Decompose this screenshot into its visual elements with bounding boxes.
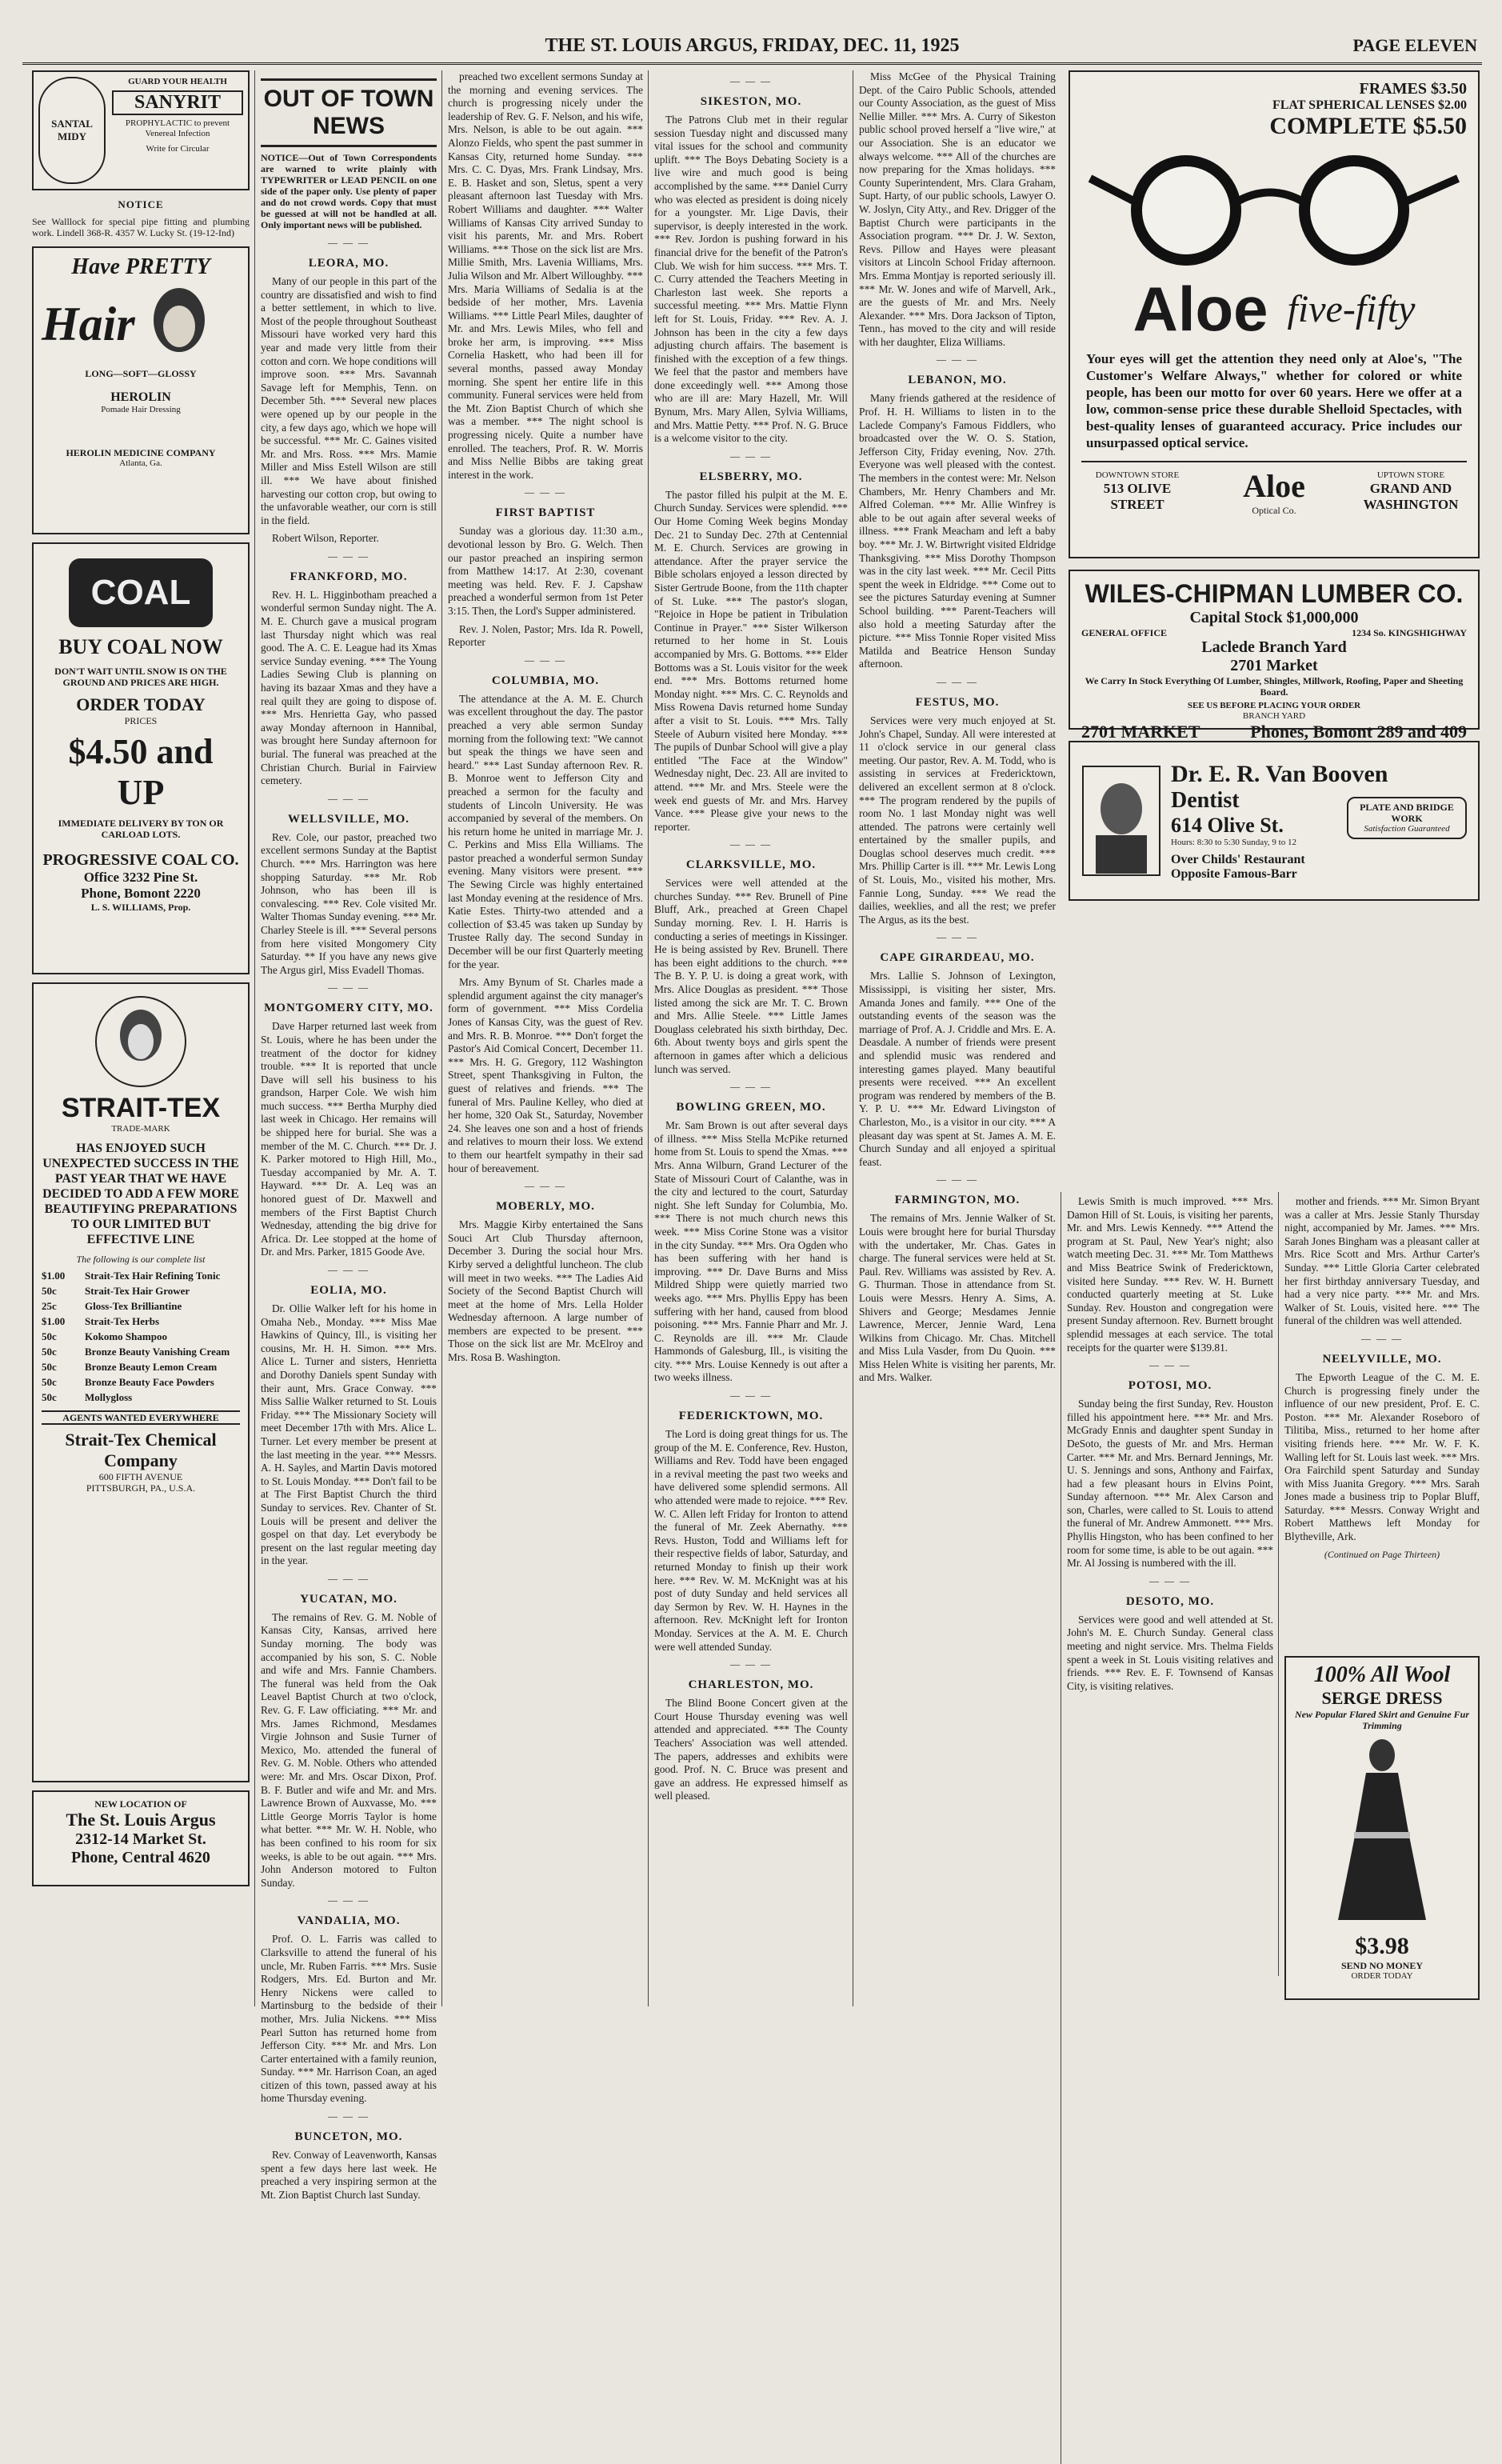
section-divider: — — — — [525, 486, 566, 498]
section-divider: — — — — [937, 1174, 978, 1186]
section-heading: BOWLING GREEN, MO. — [676, 1101, 826, 1114]
coal-phone: Phone, Bomont 2220 — [81, 886, 201, 901]
section-divider: — — — — [1361, 1332, 1403, 1344]
aloe-logo-sub: Optical Co. — [1252, 505, 1296, 516]
product-name: Bronze Beauty Lemon Cream — [85, 1361, 218, 1373]
aloe-downtown-address: 513 OLIVE STREET — [1103, 481, 1172, 512]
product-row — [42, 1391, 240, 1404]
coal-ad — [32, 542, 250, 974]
page-number: PAGE ELEVEN — [1352, 35, 1477, 55]
column-6b — [1284, 1195, 1480, 1643]
product-row — [42, 1346, 240, 1358]
wiles-stock: We Carry In Stock Everything Of Lumber, Shingles, Millwork, Roofing, Paper and Sheeting Board. — [1085, 675, 1464, 698]
article-body: mother and friends. *** Mr. Simon Bryant was a caller at Mrs. Jessie Stanly Thursday night, accompanied by Mr. James. *** Mrs. Sarah Jones Bingham was a pleasant caller at Mrs. Rice Scott and Mrs. Arthur Carter's Sunday. *** Little Gloria Carter celebrated her first birthday anniversary Tuesday, and had a very nice party. *** Mr. and Mrs. Walker of St. Louis, visited here. *** The funeral of the children was well attended. — [1284, 1195, 1480, 1327]
column-rule — [1278, 1192, 1279, 1976]
section-divider: — — — — [328, 1572, 370, 1584]
section-heading: FIRST BAPTIST — [495, 506, 596, 520]
santal-logo: SANTAL MIDY — [38, 77, 106, 184]
aloe-frames-price: $3.50 — [1431, 80, 1467, 98]
dentist-ad — [1069, 741, 1480, 901]
column-rule — [254, 70, 255, 2006]
dentist-title: Dentist — [1171, 787, 1240, 813]
article-byline: Rev. J. Nolen, Pastor; Mrs. Ida R. Powell, Reporter — [448, 622, 643, 649]
wiles-see-us: SEE US BEFORE PLACING YOUR ORDER — [1187, 701, 1361, 710]
coal-proprietor: L. S. WILLIAMS, Prop. — [90, 902, 191, 913]
wiles-phones: Phones, Bomont 289 and 409 — [1250, 722, 1467, 742]
section-heading: FARMINGTON, MO. — [894, 1194, 1021, 1207]
section-divider: — — — — [937, 675, 978, 687]
column-3-articles — [448, 70, 643, 1365]
coal-office: Office 3232 Pine St. — [83, 870, 198, 885]
section-heading: FEDERICKTOWN, MO. — [678, 1410, 824, 1423]
product-name: Gloss-Tex Brilliantine — [85, 1300, 182, 1312]
product-row — [42, 1300, 240, 1313]
article-body: Prof. O. L. Farris was called to Clarksville to attend the funeral of his uncle, Mr. Ruben Farris. *** Mrs. Susie Rodgers, Mrs. Ed. Burton and Mr. Henry Nickens were called to Martinsburg to the bedside of their mother, Mrs. Julia Nickens. *** Miss Pearl Sutton has returned home from Jefferson City. *** Mr. and Mrs. Lon Carter entertained with a family reunion, Sunday. *** Mr. Harrison Coan, an aged citizen of this town, passed away at his home Thursday evening. — [261, 1933, 437, 2105]
article-body: Rev. Cole, our pastor, preached two excellent sermons Sunday at the Baptist Church. *** Mrs. Harrington was here shopping Saturday. *** Mr. Rob Johnson, who has been ill is convalescing. *** Rev. Cole visited Mr. Walter Thomas Sunday evening. *** Mr. Charley Steele is ill. *** Several persons from here visited Mongomery City Saturday. ** If you have any news give The Argus girl, Miss Evadell Thomas. — [261, 830, 437, 976]
column-1 — [32, 70, 250, 2006]
section-heading: YUCATAN, MO. — [300, 1592, 397, 1606]
section-divider: — — — — [937, 354, 978, 366]
section-heading: POTOSI, MO. — [1128, 1379, 1212, 1393]
article-body: Dr. Ollie Walker left for his home in Omaha Neb., Monday. *** Miss Mae Hawkins of Quincy, Ill., is visiting her cousins, Mr. H. H. Simon. *** Mrs. Alice L. Turner and sisters, Henrietta and Dorothy Daniels spent Sunday with their aunt, Mrs. Grace Conway. *** Miss Sallie Walker returned to St. Louis Friday. *** The Missionary Society will meet December 17th with Mrs. Alice L. Turner. Let every member be present at the last meeting in the year. *** Messrs. A. H. Sayles, and Martin Davis motored to St. Louis Monday. *** Don't fail to be at The First Baptist Church the third Sunday to services. Rev. Chanter of St. Louis will be present and deliver the gospel on that day. Let everybody be present on the last regular meeting day in the year. — [261, 1302, 437, 1567]
article-body: Mr. Sam Brown is out after several days of illness. *** Miss Stella McPike returned home from St. Louis to spend the Xmas. *** Mrs. Anna Wilburn, Grand Lecturer of the State of Missouri Court of Calanthe, was in the city and lectured to the court, Saturday night. She left Sunday for Columbia, Mo. *** There is not much church news this week. *** Miss Corine Stone was a visitor in the city Sunday. *** Mrs. Ora Ogden who has been suffering with her hand is improving. *** Dr. Dave Burns and Miss Mildred Shipp were quietly married two weeks ago. *** Mrs. Phyllis Eppy has been suffering with her hand, caused from blood poisoning. *** Mrs. Fannie Pharr and Mr. J. C. Reynolds are ill. *** Mr. Claude Hammonds of Galesburg, Ill., is visiting the city. *** Mrs. Louise Kennedy is out after a two weeks illness. — [654, 1119, 848, 1384]
article-body: preached two excellent sermons Sunday at the morning and evening services. The church is progressing nicely under the leadership of Rev. G. F. Nelson, and his wife, Mrs. Nelson, is able to be out again. *** Alonzo Fields, who spent the past summer in Kansas City, returned home Sunday. *** Mrs. C. C. Dyas, Mrs. Frank Lindsay, Mrs. E. B. Hasket and son, Sletus, spent a very pleasant afternoon last Tuesday with Mrs. Robert Williams and daughter. *** Walter Williams of Kansas City arrived Sunday to visit his parents, Mr. and Mrs. Robert Williams. *** Those on the sick list are Mrs. Millie Smith, Mrs. Lavenia Williams, Mrs. Julia Wilson and Mr. Albert Willoughby. *** Mrs. Maria Williams of Sedalia is at the bedside of her mother, Mrs. Lavenia Williams. *** Little Pearl Miles, daughter of Mr. and Mrs. Lewis Miles, who fell and broke her arm, is improving. *** Miss Cornelia Haskett, who had been ill for several months, passed away Monday morning. She spent her entire life in this community. Funeral services were held from the Mt. Zion Baptist Church of which she was a member. *** The night school is progressing nicely. Quite a number have enrolled. The teachers, Prof. R. W. Morris and Miss Nellie Bibbs are taking great interest in the work. — [448, 70, 643, 481]
product-price: $1.00 — [42, 1270, 66, 1282]
article-body: The Epworth League of the C. M. E. Church is progressing finely under the influence of our new president, Prof. E. C. Poston. *** Mr. Alexander Roseboro of Tilitiba, Miss., returned to her home after visiting friends here. *** Mr. W. F. K. Walling left for St. Louis last week. *** Mrs. Ora Fairchild spent Saturday and Sunday with Miss Juanita Gregory. *** Mrs. Sarah Jones made a business trip to Poplar Bluff, Saturday. *** Messrs. Conway Wright and Robert Matthews left Monday for Blytheville, Ark. — [1284, 1370, 1480, 1543]
notice-text: See Walllock for special pipe fitting and plumbing work. Lindell 368-R. 4357 W. Lucky St. (19-12-Ind) — [32, 216, 250, 238]
article-body: Rev. H. L. Higginbotham preached a wonderful sermon Sunday night. The A. M. E. Church gave a musical program last Thursday night which was real good. The A. C. E. League had its Xmas service Sunday evening. *** The Young Ladies Sewing Club is planning on having its bazaar Xmas and they have a real quilt they are going to dispose of. *** Mrs. Henrietta Gay, who passed away Monday afternoon in Hannibal, was brought here Sunday afternoon for burial. The funeral was preached at the Christian Church. Burial in Fairview cemetery. — [261, 588, 437, 787]
notice-heading: NOTICE — [118, 198, 164, 210]
dentist-plate: PLATE AND BRIDGE WORK — [1360, 801, 1454, 824]
article-body: The Blind Boone Concert given at the Court House Thursday evening was well attended and appreciated. *** The County Teachers' Association was well attended. The papers, addresses and exhibits were good. Prof. N. C. Bruce was present and gave an address. He expressed himself as well pleased. — [654, 1697, 848, 1802]
dentist-opposite: Opposite Famous-Barr — [1171, 866, 1297, 881]
section-divider: — — — — [328, 982, 370, 994]
article-body: The remains of Rev. G. M. Noble of Kansas City, Kansas, arrived here Sunday morning. The body was accompanied by his son, S. C. Noble and wife and Mrs. Fannie Chambers. The funeral was held from the Oak Leavel Baptist Church at two o'clock, Rev. G. F. Law officiating. *** Mr. and Mrs. James Richmond, Mesdames Virgie Johnson and Susie Turner of Mexico, Mo. attended the funeral of Rev. G. M. Noble. Others who attended were: Mr. and Mrs. Oscar Dixon, Prof. B. F. Butler and wife and Mr. and Mrs. Lawrence Brown of Auxvasse, Mo. *** Little George Morris Taylor is home what better. *** Mr. W. H. Noble, who has been confined to his room for six weeks, is able to be out again. *** Mrs. John Anderson motored to Fulton Sunday. — [261, 1610, 437, 1889]
section-heading: COLUMBIA, MO. — [491, 674, 600, 687]
strait-tex-agents: AGENTS WANTED EVERYWHERE — [42, 1410, 240, 1425]
aloe-price-script: five-fifty — [1287, 288, 1416, 330]
out-of-town-heading: OUT OF TOWN NEWS — [261, 78, 437, 147]
article-body: Mrs. Maggie Kirby entertained the Sans Souci Art Club Thursday afternoon, December 3. During the social hour Mrs. Kirby served a delightful luncheon. The club will meet in two weeks. *** The Ladies Aid Society of the Second Baptist Church will meet at the home of Mrs. Lella Holder Wednesday afternoon. A large number of members are expected to be present. *** Those on the sick list are Mr. McElroy and Mrs. Rosa B. Washington. — [448, 1218, 643, 1364]
section-heading: FRANKFORD, MO. — [290, 570, 408, 583]
column-2 — [261, 70, 437, 2201]
aloe-frames-line — [1081, 80, 1467, 98]
section-divider: — — — — [328, 2110, 370, 2122]
wiles-office: 1234 So. KINGSHIGHWAY — [1352, 627, 1467, 638]
strait-tex-pitch: HAS ENJOYED SUCH UNEXPECTED SUCCESS IN THE PAST YEAR THAT WE HAVE DECIDED TO ADD A FEW MORE BEAUTIFYING PREPARATIONS TO OUR LIMITED BUT EFFECTIVE LINE — [42, 1142, 239, 1246]
article-body: Sunday being the first Sunday, Rev. Houston filled his appointment here. *** Mr. and Mrs. McGrady Ennis and daughter spent Sunday in DeSoto, the guests of Mr. and Mrs. Herman Carter. *** Mr. and Mrs. Bernard Jennings, Mr. U. S. Jennings and sons, Anthony and Fairfax, had a few pleasant hours in Elvins Point, Sunday afternoon. *** Mr. Alex Carson and son, Charles, were called to St. Louis to attend the funeral of Mr. Andrew Ammonett. *** Mrs. Phyllis Hingston, who has been confined to her room for some time, is able to be out again. *** Mr. Al Jossing is numbered with the ill. — [1067, 1398, 1273, 1570]
section-divider: — — — — [525, 1180, 566, 1192]
section-divider: — — — — [328, 792, 370, 804]
product-name: Strait-Tex Herbs — [85, 1315, 160, 1327]
dentist-hours: Hours: 8:30 to 5:30 Sunday, 9 to 12 — [1171, 837, 1296, 847]
section-divider: — — — — [1149, 1359, 1191, 1371]
dress-figure-icon — [1322, 1736, 1442, 1928]
section-divider: — — — — [328, 1894, 370, 1906]
section-heading: SIKESTON, MO. — [700, 95, 802, 108]
aloe-brand: Aloe — [1132, 274, 1268, 344]
product-row — [42, 1376, 240, 1389]
column-3 — [448, 70, 643, 2006]
column-2-articles — [261, 237, 437, 2202]
section-heading: MONTGOMERY CITY, MO. — [264, 1002, 433, 1015]
argus-new-location: NEW LOCATION OF — [94, 1798, 187, 1810]
section-heading: DESOTO, MO. — [1125, 1594, 1215, 1608]
article-body: Services were good and well attended at St. John's M. E. Church Sunday. General class meeting and night service. Mrs. Thelma Fields spent a week in St. Louis visiting relatives and friends. *** Rev. E. F. Townsend of Kansas City, is visiting relatives. — [1067, 1613, 1273, 1692]
aloe-downtown-label: DOWNTOWN STORE — [1095, 470, 1180, 480]
wiles-chipman-ad — [1069, 570, 1480, 742]
section-divider: — — — — [730, 1390, 772, 1402]
section-divider: — — — — [328, 550, 370, 562]
dress-script: New Popular Flared Skirt and Genuine Fur Trimming — [1294, 1709, 1470, 1731]
aloe-lens-line: FLAT SPHERICAL LENSES $2.00 — [1272, 98, 1467, 112]
dentist-address: 614 Olive St. — [1171, 813, 1284, 837]
aloe-complete-line — [1081, 113, 1467, 140]
hair-word: Hair — [42, 297, 135, 350]
product-price: 50c — [42, 1346, 57, 1358]
article-body: Services were very much enjoyed at St. John's Chapel, Sunday. All were interested at 11 o'clock service in our general class meeting. Our pastor, Rev. A. M. Todd, who is assisting in services at Fredericktown, delivered an excellent sermon at 8 o'clock. *** The program rendered by the pupils of room No. 1 last Monday night was well attended. The patrons were certainly well entertained by the smaller pupils, and Douglas school deserves much credit. *** Mrs. Phillip Carter is ill. *** Mr. Lewis Long of St. Louis, Mo., visited his mother, Mrs. Fannie Long, Sunday. *** We read the dailies, weeklies, and all the rest; we prefer The Argus, as its the best. — [859, 714, 1056, 926]
strait-tex-product-list — [42, 1270, 240, 1404]
article-body: Many of our people in this part of the country are dissatisfied and wish to find a better settlement, in which to live. Most of the people throughout Southeast Missouri have worked very hard this year and made very little from their cotton and corn. We hope conditions will improve soon. *** Mrs. Savannah Savage left for Memphis, Tenn. on December 5th. *** Several new places were opened up by our people in the city, a few days ago, which we hope will be successful. *** Mr. C. Gaines visited Mr. and Mrs. Ross. *** Mrs. Mamie Miller and Miss Estell Wilson are still ill. *** We have about finished harvesting our cotton crop, but owing to the unfavorable weather, our corn is still in the field. — [261, 275, 437, 526]
hair-ad — [32, 246, 250, 534]
aloe-logo: Aloe — [1243, 468, 1305, 504]
product-row — [42, 1285, 240, 1298]
column-4 — [654, 70, 848, 2006]
article-body: The Lord is doing great things for us. The group of the M. E. Conference, Rev. Huston, Williams and Rev. Todd have been engaged in a revival meeting the past two weeks and have delivered some splendid sermons. All who attended were made to rejoice. *** Rev. W. C. Allen left Friday for Ironton to attend the funeral of Mr. Zeek Abernathy. *** Revs. Huston, Todd and Williams left for their respective fields of labor, Saturday, and returned Monday to finish up their work here. *** Rev. W. M. McKnight was at his post of duty Sunday and held services all day Sermon by Rev. W. H. Haynes in the afternoon. Rev. McKnight left for Ironton Monday. Services at the A. M. E. Church were well attended Sunday. — [654, 1428, 848, 1653]
wiles-branch-yard: BRANCH YARD — [1242, 711, 1306, 721]
product-row — [42, 1361, 240, 1374]
section-heading: VANDALIA, MO. — [297, 1914, 401, 1928]
section-heading: CHARLESTON, MO. — [688, 1678, 814, 1692]
product-name: Mollygloss — [85, 1391, 133, 1403]
product-name: Strait-Tex Hair Grower — [85, 1285, 190, 1297]
coal-prices-label: PRICES — [124, 715, 158, 726]
dress-sub: SERGE DRESS — [1321, 1688, 1443, 1708]
section-divider: — — — — [730, 1658, 772, 1670]
aloe-body: Your eyes will get the attention they need only at Aloe's, "The Customer's Welfare Always," whether for colored or white people, has been our motto for over 60 years. Here we offer at a low, common-sense price these durable Shelloid Spectacles, with best-quality lenses of guaranteed accuracy. Price includes our unsurpassed optical service. — [1086, 351, 1462, 450]
product-row — [42, 1270, 240, 1282]
column-6a — [1067, 1195, 1273, 2003]
sanyrit-claim: PROPHYLACTIC to prevent Venereal Infection — [125, 118, 230, 138]
hair-subtitle: LONG—SOFT—GLOSSY — [85, 368, 197, 379]
column-rule — [648, 70, 649, 2006]
section-heading: WELLSVILLE, MO. — [287, 812, 410, 826]
aloe-frames-label: FRAMES — [1359, 80, 1427, 98]
dress-side: ORDER TODAY — [1351, 1971, 1413, 1981]
dress-cta: SEND NO MONEY — [1340, 1960, 1423, 1971]
section-divider: — — — — [1149, 1574, 1191, 1586]
product-price: 50c — [42, 1391, 57, 1403]
dress-price: $3.98 — [1355, 1933, 1409, 1959]
article-body: Lewis Smith is much improved. *** Mrs. Damon Hill of St. Louis, is visiting her parents, Mr. and Mrs. Lewis Kennedy. *** Attend the program at St. Paul, New Year's night; also watch meeting Dec. 31. *** Mr. Tom Matthews and Miss Beatrice Swink of Fredericktown, visited here Sunday. *** Rev. W. H. Burnett conducted quarterly meeting at St. Luke Sunday. Rev. Houston and congregation were present Sunday afternoon. Rev. Burnett brought splendid messages at each service. The total receipts for the quarter were $139.81. — [1067, 1195, 1273, 1354]
sanyrit-tagline: GUARD YOUR HEALTH — [128, 77, 227, 86]
section-divider: — — — — [328, 1264, 370, 1275]
coal-label: COAL — [69, 558, 213, 627]
aloe-footer — [1081, 461, 1467, 516]
serge-dress-ad — [1284, 1656, 1480, 2000]
hair-title: Have PRETTY — [71, 254, 210, 279]
product-price: 25c — [42, 1300, 57, 1312]
correspondents-notice: NOTICE—Out of Town Correspondents are warned to write plainly with TYPEWRITER or LEAD PENCIL on one side of the paper only. Use plenty of paper and do not crowd words. Copy that must be guessed at will not be handled at all. Only important news will be published. — [261, 152, 437, 230]
coal-cta: BUY COAL NOW — [58, 635, 223, 658]
section-heading: BUNCETON, MO. — [294, 2130, 403, 2144]
section-heading: ELSBERRY, MO. — [699, 470, 803, 483]
strait-tex-company: Strait-Tex Chemical Company — [65, 1430, 217, 1470]
sanyrit-block — [112, 77, 243, 184]
herolin-city: Atlanta, Ga. — [119, 458, 162, 468]
strait-tex-ad — [32, 982, 250, 1782]
masthead-title: THE ST. LOUIS ARGUS, FRIDAY, DEC. 11, 1925 — [545, 35, 960, 56]
article-body: The pastor filled his pulpit at the M. E. Church Sunday. Services were splendid. *** Our Home Coming Week begins Monday Dec. 21 to Sunday Dec. 27th at Centennial M. E. Church. Services are growing in attendance. After the prayer service the Bible scholars enjoyed a lesson directed by Sister Gertrude Boone, from the 11th chapter of St. Luke. *** The pastor's slogan, "Rejoice in Hope be patient in Tribulation Continue in Prayer." *** Sister Wilkerson returned to her home in St. Louis accompanied by Mrs. G. Bottoms. *** Elder Bottoms was a St. Louis visitor for the week end. *** Mrs. Bottoms returned home Monday night. *** Mrs. C. C. Reynolds and Miss Rowena Davis returned home Sunday after a visit to St. Louis. *** Mrs. Tally Steele of Auburn visited here Monday. *** The pupils of Dunbar School will give a play entitled "The Face at the Window" Wednesday night, Dec. 23. All are invited to attend. *** Mr. and Mrs. Steele were the week end guests of Mr. and Mrs. Harvey Vance. *** Please give your news to the reporter. — [654, 488, 848, 833]
strait-tex-trademark: TRADE-MARK — [111, 1124, 170, 1134]
section-divider: — — — — [730, 75, 772, 86]
masthead — [22, 32, 1482, 65]
coal-warning: DON'T WAIT UNTIL SNOW IS ON THE GROUND AND PRICES ARE HIGH. — [54, 666, 227, 688]
dentist-portrait-icon — [1081, 765, 1161, 877]
article-byline: Robert Wilson, Reporter. — [272, 532, 379, 545]
coal-company: PROGRESSIVE COAL CO. — [42, 851, 239, 869]
article-body: The remains of Mrs. Jennie Walker of St. Louis were brought here for burial Thursday with the undertaker, Mr. Chas. Gates in charge. The funeral services were held at St. Paul. Rev. Williams was assisted by Rev. A. G. Thurman. Those in attendance from St. Louis were Messrs. Henry A. Sims, A. Shivers and George; Mesdames Jennie Lawrence, Mercer, Jennie Ward, Lena Wilkins from Chicago. Mr. Chas. Mitchell and Miss Lula Vasder, from Du Quoin. *** Miss Helen White is visiting her parents, Mr. and Mrs. Walker. — [859, 1212, 1056, 1384]
article-body: Rev. Conway of Leavenworth, Kansas spent a few days here last week. He preached a very inspiring sermon at the Mt. Zion Baptist Church last Sunday. — [261, 2149, 437, 2201]
aloe-uptown-label: UPTOWN STORE — [1376, 470, 1445, 480]
wiles-name: WILES-CHIPMAN LUMBER CO. — [1085, 579, 1464, 608]
dress-headline: 100% All Wool — [1313, 1662, 1451, 1687]
column-4-articles — [654, 75, 848, 1803]
section-divider: — — — — [730, 1081, 772, 1093]
article-body: Sunday was a glorious day. 11:30 a.m., devotional lesson by Bro. G. Welch. Then our pastor preached an inspiring sermon from Matthew 14:17. At 2:30, covenant meeting was held. Rev. F. J. Capshaw preached a wonderful sermon from 1st Peter 3:15. Then, the Lord's Supper administered. — [448, 525, 643, 617]
wiles-branch: Laclede Branch Yard — [1201, 638, 1347, 656]
product-name: Bronze Beauty Vanishing Cream — [85, 1346, 230, 1358]
article-body: Miss McGee of the Physical Training Dept. of the Cairo Public Schools, attended our County Association, as the guest of Miss Nellie Miller. *** Mrs. A. Curry of Sikeston public school proved herself a "live wire," at our Association. She is an educator we always welcome. *** All of the churches are now preparing for the Xmas holidays. *** County Superintendent, Mrs. Clara Graham, Supt. Harty, of our public schools, Lawyer O. W. Joslyn, City Atty., and Rev. Drigger of the Baptist Church were participants in the Association program. *** Dr. J. W. Sexton, Revs. Pillow and Hayes were pleasant visitors at Lincoln School Friday afternoon. Mrs. Emma Montjay is reported seriously ill. *** Mr. W. Jones and wife of Marvell, Ark., are the guests of Mr. and Mrs. Neely Alexander. *** Mrs. Dora Jackson of Tipton, Tenn., has moved to the city and will reside with her daughter, Eliza Williams. — [859, 70, 1056, 348]
section-heading: LEORA, MO. — [308, 257, 389, 270]
herolin-sub: Pomade Hair Dressing — [101, 405, 181, 414]
section-divider: — — — — [525, 654, 566, 666]
product-price: $1.00 — [42, 1315, 66, 1327]
column-rule — [441, 70, 442, 2006]
article-body: Mrs. Amy Bynum of St. Charles made a splendid argument against the city manager's form of government. *** Miss Cordelia Jones of Kansas City, was the guest of Rev. and Mrs. R. B. Monroe. *** Don't forget the Pastor's Aid Comical Concert, December 11. *** Mrs. H. G. Gregory, 112 Washington Street, spent Thanksgiving in Fulton, the guest of relatives and friends. *** The funeral of Mrs. Pauline Kelley, who died at her home, 320 Oak St., Saturday, November 24. She leaves one son and a host of friends and relatives to mourn their loss. We extend to them our heartfelt sympathy in their sad hour of bereavement. — [448, 976, 643, 1174]
strait-tex-city: PITTSBURGH, PA., U.S.A. — [86, 1482, 196, 1494]
wiles-market: 2701 MARKET — [1081, 722, 1200, 742]
aloe-ad — [1069, 70, 1480, 558]
eyeglasses-icon — [1082, 146, 1466, 266]
section-heading: EOLIA, MO. — [310, 1284, 387, 1297]
woman-bust-icon — [93, 994, 189, 1090]
strait-tex-list-intro: The following is our complete list — [76, 1254, 206, 1265]
product-row — [42, 1315, 240, 1328]
section-divider: — — — — [730, 838, 772, 850]
article-body: Services were well attended at the churches Sunday. *** Rev. Brunell of Pine Bluff, Ark., preached at Green Chapel Sunday morning. Rev. I. H. Harris is conducting a series of meetings in Kissinger. He is being assisted by Rev. Brunell. There has been eight additions to the church. *** The B. Y. P. U. is doing a great work, with Mrs. Alice Douglas as president. *** Those listed among the sick are Mr. T. C. Brown and Mrs. Allie Steele. *** Little James Douglass celebrated his sixth birthday, Dec. 6th. About twenty boys and girls spent the afternoon in games after which a delicious lunch was served. — [654, 877, 848, 1075]
argus-phone: Phone, Central 4620 — [71, 1849, 210, 1866]
argus-location-ad — [32, 1790, 250, 1886]
wiles-office-label: GENERAL OFFICE — [1081, 627, 1168, 638]
section-divider: — — — — [937, 931, 978, 943]
herolin-product: HEROLIN — [110, 390, 171, 404]
continued-note: (Continued on Page Thirteen) — [1324, 1548, 1440, 1560]
sanyrit-brand: SANYRIT — [112, 90, 243, 115]
dentist-over: Over Childs' Restaurant — [1171, 852, 1305, 866]
column-5-articles — [859, 70, 1056, 1385]
woman-portrait-icon — [143, 280, 215, 368]
coal-price: $4.50 and UP — [68, 732, 214, 812]
dentist-plate-sub: Satisfaction Guaranteed — [1364, 823, 1450, 834]
right-ads — [1069, 70, 1480, 1190]
product-price: 50c — [42, 1376, 57, 1388]
article-body: The Patrons Club met in their regular session Tuesday night and discussed many vital issues for the school and community uplift. *** The Boys Debating Society is a live wire and much good is being accomplished by the same. *** Daniel Curry who was elected as president is doing nicely for a youngster. Mr. Lige Davis, their supervisor, is deeply interested in the work. *** Rev. Jordon is pushing forward in his financial drive for the benefit of the Patron's Club. We wish for him success. *** Mrs. T. C. Curry attended the Teachers Meeting in Charleston last week. She reports a successful meeting. *** Mrs. Mattie Flynn left for St. Louis, Friday. *** Rev. A. J. Johnson has been in the city a few days adjusting church affairs. The basement is finished with the exception of a few things. We feel that the pastor and members have done exceedingly well. *** Among those who are ill are: Mary Hazell, Mr. Will Bynum, Mrs. Mary Allen, Sylvia Williams, and Mrs. Mattie Petty. *** Prof. N. G. Bruce is a welcome visitor to the city. — [654, 114, 848, 445]
strait-tex-address: 600 FIFTH AVENUE — [98, 1471, 183, 1482]
product-price: 50c — [42, 1361, 57, 1373]
strait-tex-brand: STRAIT-TEX — [61, 1093, 221, 1123]
product-row — [42, 1330, 240, 1343]
section-heading: FESTUS, MO. — [915, 695, 1000, 709]
section-heading: LEBANON, MO. — [908, 374, 1007, 387]
aloe-uptown-address: GRAND AND WASHINGTON — [1363, 481, 1459, 512]
column-5 — [859, 70, 1056, 2006]
aloe-complete-label: COMPLETE — [1269, 113, 1407, 139]
argus-name: The St. Louis Argus — [66, 1810, 216, 1830]
product-name: Strait-Tex Hair Refining Tonic — [85, 1270, 221, 1282]
product-name: Bronze Beauty Face Powders — [85, 1376, 214, 1388]
sanyrit-prompt: Write for Circular — [146, 144, 210, 154]
dentist-name: Dr. E. R. Van Booven — [1171, 760, 1388, 787]
product-price: 50c — [42, 1330, 57, 1342]
wiles-capital: Capital Stock $1,000,000 — [1189, 609, 1359, 626]
section-heading: CAPE GIRARDEAU, MO. — [880, 951, 1035, 965]
section-divider: — — — — [730, 450, 772, 462]
product-price: 50c — [42, 1285, 57, 1297]
section-divider: — — — — [328, 237, 370, 248]
coal-order: ORDER TODAY — [76, 694, 206, 714]
coal-delivery: IMMEDIATE DELIVERY BY TON OR CARLOAD LOTS. — [58, 818, 224, 840]
article-body: Many friends gathered at the residence of Prof. H. H. Williams to listen in to the Laclede Company's Famous Fiddlers, who broadcasted over the W. O. S. Station, Jefferson City, Friday evening, Nov. 27th. Everyone was well pleased with the contest. The members in the contest were: Mr. Nelson Chambers, Mr. Henry Chambers and Mr. Alfred Coleman. *** Mr. Allie Winfrey is able to be out again after several weeks of illness. *** Frank Meacham and left a baby boy. *** Mr. J. W. Birtwright visited Eldridge Thanksgiving. *** Miss Dorothy Thompson was in the city last week. *** Mr. Cecil Pitts spent the week in Eldridge. *** Come out to see the pictures Saturday evening at Sumner School building. *** Parent-Teachers will also hold a meeting Saturday after the picture. *** Miss Tonnie Roper visited Miss Matilda and Beatrice Henson Sunday afternoon. — [859, 392, 1056, 670]
santal-ad — [32, 70, 250, 190]
argus-address: 2312-14 Market St. — [75, 1830, 206, 1848]
article-body: Mrs. Lallie S. Johnson of Lexington, Mississippi, is visiting her sister, Mrs. Amanda Jones and family. *** One of the outstanding events of the season was the marriage of Prof. A. J. Criddle and Mrs. E. A. Deasdale. A number of friends were present and splendid music was rendered and interesting games played. Many beautiful presents were received. *** An excellent program was rendered by members of the B. Y. P. U. *** Mr. Edward Livingston of Charleston, Mo., is a visitor in our city. *** A pleasant day was spent at St. James A. M. E. Church Sunday and all enjoyed a spiritual feast. — [859, 970, 1056, 1168]
article-body: The attendance at the A. M. E. Church was excellent throughout the day. The pastor preached a very able sermon Sunday morning from the following text: "We cannot but speak the things we have seen and heard." *** Last Sunday afternoon Rev. R. B. Monroe went to Jefferson City and preached a sermon for the faculty and students of Lincoln University. He was accompanied by several of the members. On his return home he united in marriage Mr. J. C. Perkins and Miss Ella Williams. The pastor preached a wonderful sermon Sunday evening. Many visitors were present. *** The Sewing Circle was highly entertained last Monday evening at the residence of Mrs. Katie Estes. Thirty-two attended and a collection of $3.45 was taken up Sunday by Trustee Rally day. The second Sunday in December will be our first Quarterly meeting for the year. — [448, 692, 643, 970]
column-6b-articles — [1284, 1195, 1480, 1544]
section-heading: CLARKSVILLE, MO. — [685, 858, 817, 872]
article-body: Dave Harper returned last week from St. Louis, where he has been under the treatment of the doctor for kidney trouble. *** It is reported that uncle Dave will sell his business to his grandson, Harper Cole. We wish him much success. *** Bertha Murphy died last week in Chicago. Her remains will be shipped here for burial. She was a member of the M. C. Church. *** Dr. J. K. Parker motored to High Hill, Mo., Tuesday accompanied by Mr. A. T. Hayward. *** Dr. A. Leq was an honored guest of Dr. Maxwell and members of the First Baptist Church Wednesday, attending the big drive for Africa. Dr. Lee stopped at the home of Dr. and Mrs. Parker, 1815 Goode Ave. — [261, 1020, 437, 1258]
section-heading: MOBERLY, MO. — [496, 1200, 595, 1214]
herolin-company: HEROLIN MEDICINE COMPANY — [66, 447, 216, 458]
aloe-complete-price: $5.50 — [1412, 113, 1467, 139]
section-heading: NEELYVILLE, MO. — [1322, 1352, 1442, 1366]
product-name: Kokomo Shampoo — [85, 1330, 167, 1342]
column-6a-articles — [1067, 1195, 1273, 1693]
wiles-branch-address: 2701 Market — [1230, 657, 1318, 674]
